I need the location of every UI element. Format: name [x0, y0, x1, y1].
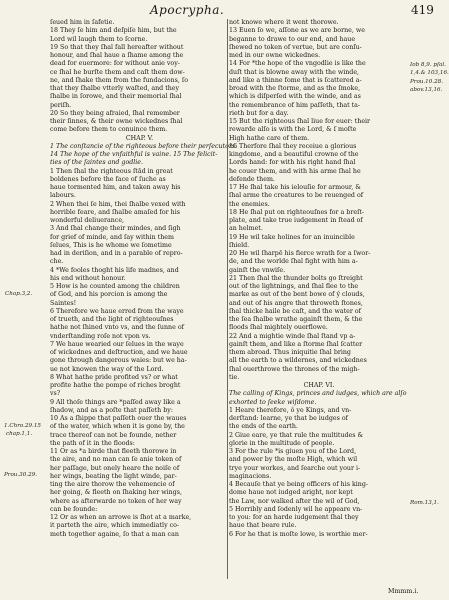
text-line: vs?	[50, 390, 61, 398]
text-line: ſhadow, and as a poſte that paſſeth by:	[50, 406, 173, 414]
text-line: 2 When thei ſe him, thei ſhalbe vexed with	[50, 200, 186, 208]
margin-note-prov-2: Prou.10.28.	[410, 79, 443, 85]
text-line: out of the lightnings, and ſhal flee to the	[229, 283, 359, 290]
text-line: wonderful deliuerance,	[50, 217, 125, 224]
text-line: exhorted to ſeeke wiſdome.	[229, 398, 317, 406]
text-line: 6 For he that is moſte lowe, is worthie mer-	[229, 530, 368, 538]
text-line: 9 All thoſe things are *paſſed away like a	[50, 398, 181, 406]
text-line: ting the aire thorow the vehemencie of	[50, 481, 175, 488]
margin-note-chap: Chap.3,2.	[5, 291, 33, 297]
text-line: for grief of minde, and ſay within them	[50, 233, 175, 241]
text-line: 4 *We fooles thoght his life madnes, and	[50, 266, 179, 274]
text-line: 5 How is he counted among the children	[50, 283, 180, 290]
text-line: ſeued him in ſafetie.	[50, 19, 115, 26]
margin-note-job-2: 1,4.& 103,16.	[410, 70, 449, 76]
text-line: 16 Therfore ſhal they receiue a glorious	[229, 142, 357, 150]
text-line: 21 Then ſhal the thunder bolts go ſtreight	[229, 274, 363, 282]
text-line: 22 And a mightie winde ſhal ſtand vp a-	[229, 332, 356, 340]
text-line: High hathe care of them.	[229, 134, 310, 142]
text-line: he couer them, and with his arme ſhal he	[229, 167, 361, 175]
text-line: the aire, and no man can ſe anie token of	[50, 456, 182, 464]
text-line: ſelues, This is he whome we ſometime	[50, 241, 172, 249]
text-line: of God, and his porcion is among the	[50, 291, 168, 299]
text-line: 10 As a ſhippe that paſſeth ouer the waues	[50, 415, 187, 422]
text-line: gone through dangerous waies: but we ha-	[50, 357, 187, 365]
text-line: meth together againe, ſo that a man can	[50, 530, 179, 538]
text-line: ſhal ouerthrowe the thrones of the migh-	[229, 365, 360, 373]
text-line: all the earth to a wildernes, and wickednes	[229, 357, 367, 365]
text-line: hathe not ſhined vnto vs, and the ſunne of	[50, 324, 184, 332]
text-line: Lord wil laugh them to ſcorne.	[50, 35, 148, 43]
text-line: che.	[50, 258, 64, 266]
text-line: ſhal arme the creatures to be reuenged of	[229, 192, 364, 200]
text-line: it parteth the aire, which immediatly co-	[50, 522, 180, 530]
text-line: kingdome, and a beautiful crowne of the	[229, 151, 359, 158]
text-line: defende them.	[229, 175, 275, 183]
text-line: tie.	[229, 373, 240, 381]
text-line: of wickednes and deſtruction, and we haue	[50, 349, 188, 356]
text-line: broad with the ſtorme, and as the ſmoke,	[229, 85, 361, 92]
text-line: ue not knowen the way of the Lord.	[50, 365, 164, 373]
text-line: Lords hand: for with his right hand ſhal	[229, 159, 356, 167]
text-line: an helmet.	[229, 225, 263, 233]
text-line: 15 But the righteous ſhal liue for euer: their	[229, 118, 371, 125]
text-line: her paſſage, but onely heare the noiſe of	[50, 464, 180, 472]
text-line: ſhewed no token of vertue, but are conſu-	[229, 43, 362, 51]
text-line: 2 Giue eare, ye that rule the multitudes &	[229, 431, 364, 439]
text-line: 6 Therefore we haue erred from the waye	[50, 307, 184, 315]
text-line: which is diſperſed with the winde, and as	[229, 93, 361, 101]
text-line: 13 Euen ſo we, aſſone as we are borne, we	[229, 27, 366, 35]
text-line: to you: for an harde iudgement ſhal they	[229, 514, 359, 521]
text-line: the Law, nor walked after the wil of God,	[229, 497, 360, 505]
text-line: vnderſtanding roſe not vpon vs.	[50, 332, 151, 340]
text-line: his end without honour.	[50, 274, 126, 282]
margin-note-chap-2: chap.1,1.	[6, 431, 33, 437]
text-line: of the water, which when it is gone by, the	[50, 423, 185, 431]
page-number: 419	[411, 3, 434, 17]
margin-note-prov: Prou.30.29.	[4, 472, 37, 478]
text-line: the remembrance of him paſſeth, that ta-	[229, 101, 361, 109]
text-line: 5 Horribly and ſodenly wil he appeare vn-	[229, 505, 363, 513]
text-line: dead for euermore: for without anie voy-	[50, 60, 180, 68]
text-line: CHAP. V.	[125, 134, 154, 142]
text-line: 3 For the rule *is giuen you of the Lord,	[229, 448, 357, 455]
text-line: The calling of Kings, princes and iudges, which are alſo	[229, 390, 407, 398]
text-line: 20 He wil ſharpē his fierce wrath for a ſwor-	[229, 250, 371, 257]
text-line: plate, and take true iudgement in ſtead of	[229, 217, 363, 224]
margin-note-job: Iob 8,9. pſal.	[410, 62, 446, 68]
text-line: their ſinnes, & their owne wickednes ſhal	[50, 118, 183, 125]
text-line: duſt that is blowne away with the winde,	[229, 68, 360, 76]
text-line: horrible feare, and ſhalbe amaſed for his	[50, 208, 180, 216]
text-line: 18 They ſe him and deſpiſe him, but the	[50, 27, 177, 35]
margin-note-rom: Rom.13,1.	[410, 500, 439, 506]
text-line: ce ſhal he burſte them and caſt them dow-	[50, 68, 185, 76]
text-line: maginacions.	[229, 472, 272, 480]
text-line: her going, & fleeth on ſhaking her wings,	[50, 489, 182, 497]
text-line: honour, and ſhal haue a ſhame among the	[50, 52, 184, 59]
text-line: profite hathe the pompe of riches broght	[50, 382, 181, 389]
text-line: ties of the ſaintes and godlie.	[50, 159, 144, 167]
right-column	[229, 19, 409, 539]
text-line: 14 The hope of the vnfaithful is vaine. 15 The felicit-	[50, 151, 218, 158]
text-line: the path of it in the floods:	[50, 439, 135, 447]
text-line: floods ſhal mightely ouerflowe.	[229, 324, 328, 332]
text-line: labours.	[50, 192, 76, 200]
margin-note-above: abov.13,16.	[410, 87, 443, 93]
text-line: 3 And ſhal change their mindes, and ſigh	[50, 225, 181, 233]
text-line: come before them to conuince them.	[50, 126, 168, 134]
text-line: 7 We haue wearied our ſelues in the waye	[50, 340, 184, 348]
text-line: rieth but for a day.	[229, 109, 289, 117]
text-line: 1 Then ſhal the righteous ſtād in great	[50, 167, 173, 175]
text-line: them abroad. Thus iniquitie ſhal bring	[229, 349, 351, 356]
text-line: glorie in the multitude of people.	[229, 439, 335, 447]
text-line: 1 The conſtancie of the righteous before their perſecutors.	[50, 142, 238, 150]
text-line: derſtand: learne, ye that be iudges of	[229, 415, 349, 422]
text-line: gainſt the vnwiſe.	[229, 266, 286, 274]
text-line: not knowe where it went thorowe.	[229, 19, 339, 26]
text-line: ſhield.	[229, 241, 250, 249]
text-line: 11 Or as *a birde that fleeth thorowe in	[50, 448, 177, 455]
text-line: her wings, beating the light winde, par-	[50, 472, 177, 480]
text-line: dome haue not iudged aright, nor kept	[229, 489, 353, 497]
text-line: of trueth, and the light of righteouſnes	[50, 316, 174, 323]
column-divider	[227, 19, 228, 579]
text-line: that they ſhalbe vtterly waſted, and they	[50, 85, 180, 92]
text-line: beganne to drawe to our end, and haue	[229, 35, 356, 43]
text-line: 19 So that they ſhal fall hereafter without	[50, 43, 184, 51]
text-line: trace thereof can not be founde, nether	[50, 431, 177, 439]
text-line: ſhal thicke haile be caſt, and the water of	[229, 307, 361, 315]
text-line: med in our owne wickednes.	[229, 52, 321, 59]
text-line: 18 He ſhal put on righteouſnes for a breſt-	[229, 208, 365, 216]
text-line: de, and the worlde ſhal fight with him a-	[229, 258, 358, 266]
text-line: boldenes before the face of ſuche as	[50, 175, 166, 183]
text-line: rewarde alſo is with the Lord, & ſ moſte	[229, 126, 357, 134]
book-title: Apocrypha.	[150, 3, 225, 17]
text-line: ne, and ſhake them from the fundacions, ſo	[50, 76, 188, 84]
text-line: haue that beare rule.	[229, 522, 297, 530]
text-line: had in deriſion, and in a parable of repro-	[50, 250, 183, 257]
text-line: 19 He wil take holines for an inuincible	[229, 233, 355, 241]
text-line: 12 Or as when an arrowe is ſhot at a marke,	[50, 514, 192, 521]
text-line: 14 For *the hope of the vngodlie is like the	[229, 60, 366, 68]
text-line: periſh.	[50, 101, 72, 109]
text-line: gainſt them, and like a ſtorme ſhal ſcatter	[229, 340, 363, 348]
text-line: 1 Heare therefore, ô ye Kings, and vn-	[229, 406, 352, 414]
text-line: the ſea ſhalbe wrathe againſt them, & the	[229, 316, 363, 323]
text-line: the enemies.	[229, 200, 270, 208]
text-line: and out of his angre that throweth ſtones,	[229, 299, 363, 307]
text-line: and power by the moſte High, which wil	[229, 456, 358, 464]
text-line: marke as out of the bent bowe of ý clouds,	[229, 291, 365, 299]
running-head	[0, 3, 440, 19]
text-line: can be founde:	[50, 505, 98, 513]
text-line: CHAP. VI.	[303, 382, 335, 389]
text-line: 20 So they being afraied, ſhal remember	[50, 109, 180, 117]
text-line: Saintes!	[50, 299, 77, 307]
text-line: ſhalbe in ſorowe, and their memorial ſhal	[50, 93, 182, 101]
text-line: 17 He ſhal take his ielouſie for armour, &	[229, 184, 361, 191]
text-line: haue tormented him, and taken away his	[50, 184, 181, 191]
text-line: 4 Becauſe that ye being officers of his king-	[229, 481, 369, 488]
signature-mark: Mmmm.i.	[388, 588, 419, 595]
left-column	[50, 19, 238, 539]
text-line: the ends of the earth.	[229, 423, 298, 431]
text-line: trye your workes, and ſearche out your i-	[229, 464, 361, 472]
text-line: where as afterwarde no token of her way	[50, 497, 182, 505]
text-line: and like a thinne fome that is ſcattered a-	[229, 76, 362, 84]
text-line: 8 What hathe pride profited vs? or what	[50, 373, 178, 381]
margin-note-chron: 1.Chro.29.15	[4, 423, 41, 429]
